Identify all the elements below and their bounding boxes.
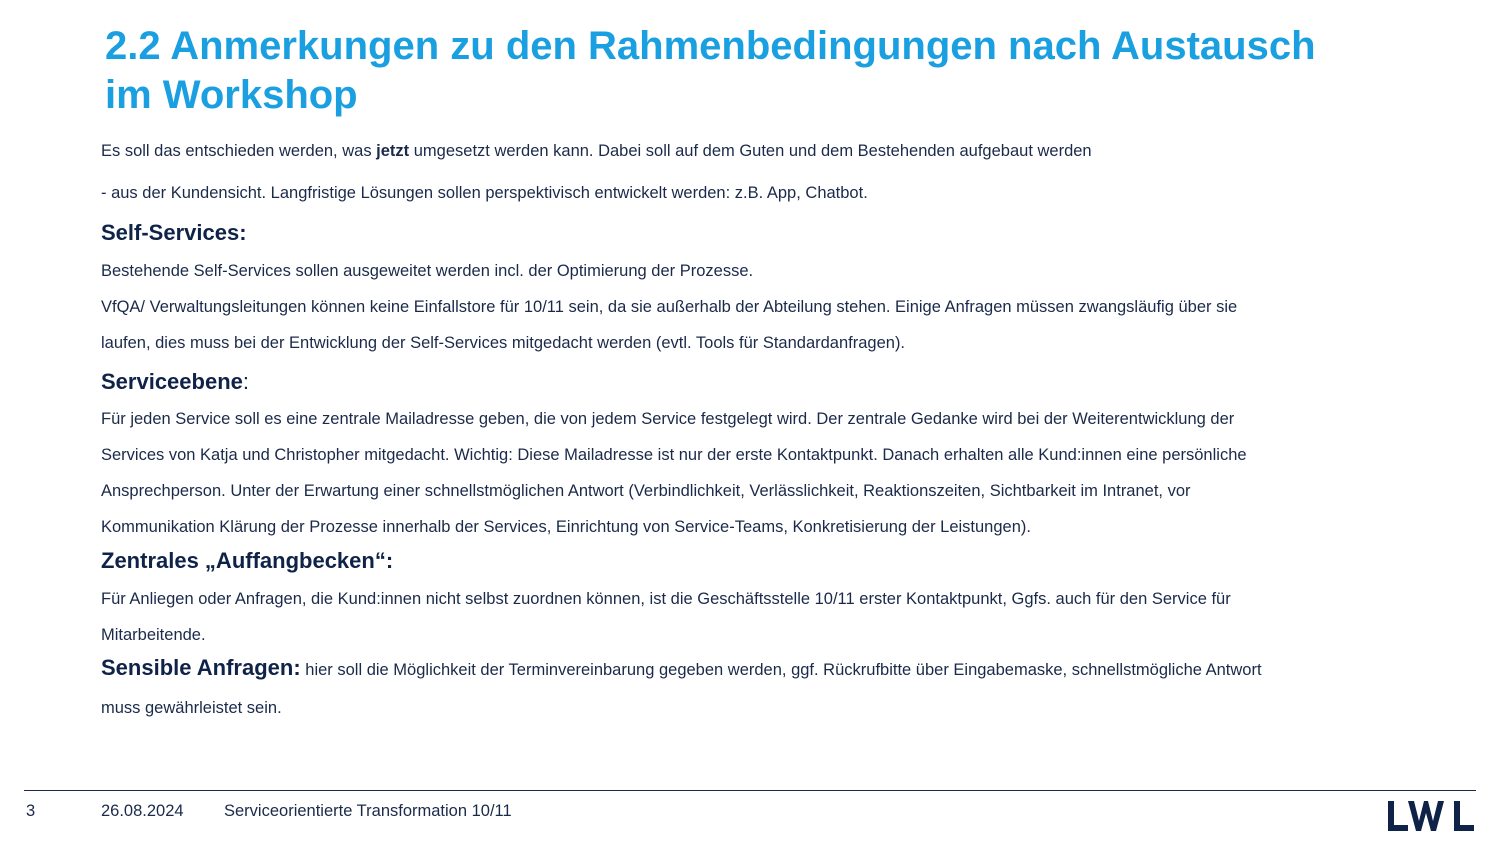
auffangbecken-line-2: Mitarbeitende.: [101, 626, 206, 644]
page-number: 3: [26, 802, 36, 820]
lwl-logo: [1388, 800, 1476, 832]
self-services-heading: Self-Services:: [101, 220, 247, 245]
serviceebene-line-2: Services von Katja und Christopher mitgedacht. Wichtig: Diese Mailadresse ist nur der erste Kontaktpunkt. Danach erhalten alle Kund:innen eine persönliche: [101, 446, 1247, 464]
self-services-line-2: VfQA/ Verwaltungsleitungen können keine Einfallstore für 10/11 sein, da sie außerhalb der Abteilung stehen. Einige Anfragen müssen zwangsläufig über sie: [101, 298, 1238, 316]
slide-title-line-1: 2.2 Anmerkungen zu den Rahmenbedingungen nach Austausch: [105, 24, 1316, 68]
intro-emphasis: jetzt: [376, 142, 410, 160]
intro-line-2: - aus der Kundensicht. Langfristige Lösungen sollen perspektivisch entwickelt werden: z.B. App, Chatbot.: [101, 184, 868, 202]
serviceebene-colon: :: [242, 369, 249, 394]
intro-line-1: [101, 142, 1092, 161]
footer-project: Serviceorientierte Transformation 10/11: [224, 802, 512, 820]
self-services-line-3: laufen, dies muss bei der Entwicklung der Self-Services mitgedacht werden (evtl. Tools für Standardanfragen).: [101, 334, 906, 352]
slide-title-line-2: im Workshop: [105, 73, 358, 117]
auffangbecken-heading: Zentrales „Auffangbecken“:: [101, 548, 394, 573]
slide-title: [105, 22, 1425, 120]
serviceebene-line-1: Für jeden Service soll es eine zentrale Mailadresse geben, die von jedem Service festgelegt wird. Der zentrale Gedanke wird bei der Weiterentwicklung der: [101, 410, 1235, 428]
self-services-line-1: Bestehende Self-Services sollen ausgeweitet werden incl. der Optimierung der Prozesse.: [101, 262, 754, 280]
footer-date: 26.08.2024: [101, 802, 184, 820]
auffangbecken-line-1: Für Anliegen oder Anfragen, die Kund:innen nicht selbst zuordnen können, ist die Geschäftsstelle 10/11 erster Kontaktpunkt, Ggfs. auch für den Service für: [101, 590, 1231, 608]
sensible-line-1: hier soll die Möglichkeit der Terminvereinbarung gegeben werden, ggf. Rückrufbitte über Eingabemaske, schnellstmögliche Antwort: [305, 661, 1262, 679]
serviceebene-line-3: Ansprechperson. Unter der Erwartung einer schnellstmöglichen Antwort (Verbindlichkeit, Verlässlichkeit, Reaktionszeiten, Sichtbarkeit im Intranet, vor: [101, 482, 1191, 500]
sensible-row: [101, 655, 1262, 681]
serviceebene-heading: Serviceebene: [101, 369, 243, 394]
intro-text-end: umgesetzt werden kann. Dabei soll auf dem Guten und dem Bestehenden aufgebaut werden: [409, 142, 1092, 160]
intro-text-start: Es soll das entschieden werden, was: [101, 142, 377, 160]
serviceebene-line-4: Kommunikation Klärung der Prozesse innerhalb der Services, Einrichtung von Service-Teams, Konkretisierung der Leistungen).: [101, 518, 1031, 536]
serviceebene-heading-row: [101, 369, 249, 395]
sensible-heading: Sensible Anfragen:: [101, 655, 301, 680]
footer-divider: [24, 790, 1476, 791]
sensible-line-2: muss gewährleistet sein.: [101, 699, 282, 717]
